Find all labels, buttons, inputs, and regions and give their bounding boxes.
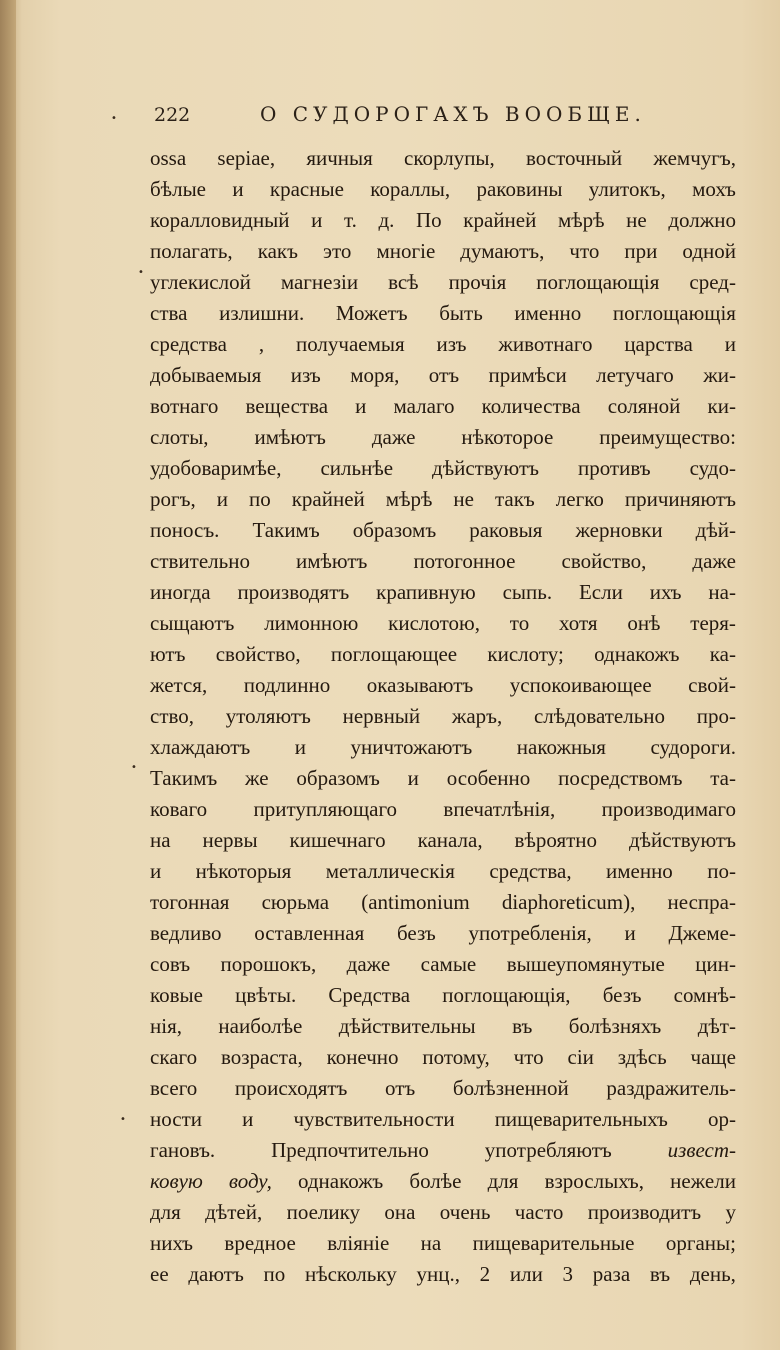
text-line: нія, наиболѣе дѣйствительны въ болѣзняхъ дѣт- [150,1014,736,1038]
text-line: жется, подлинно оказываютъ успокоивающее свой- [150,673,736,697]
text-line: тогонная сюрьма (antimonium diaphoreticum), неспра- [150,890,736,914]
text-line: для дѣтей, поелику она очень часто производитъ у [150,1200,736,1224]
text-line: углекислой магнезіи всѣ прочія поглощающія сред- [150,270,736,294]
text-line: хлаждаютъ и уничтожаютъ накожныя судороги. [150,735,736,759]
text-line: коралловидный и т. д. По крайней мѣрѣ не должно [150,208,736,232]
text-line: на нервы кишечнаго канала, вѣроятно дѣйствуютъ [150,828,736,852]
text-line: ковые цвѣты. Средства поглощающія, безъ сомнѣ- [150,983,736,1007]
margin-dot: • [120,1114,126,1125]
margin-dot: • [111,113,117,124]
text-line: вотнаго вещества и малаго количества соляной ки- [150,394,736,418]
text-line: и нѣкоторыя металлическія средства, именно по- [150,859,736,883]
margin-dot: • [138,267,144,278]
text-line: гановъ. Предпочтительно употребляютъ извест- [150,1138,736,1162]
page-number: 222 [154,104,191,126]
text-line: добываемыя изъ моря, отъ примѣси летучаго жи- [150,363,736,387]
margin-dot: • [131,762,137,773]
text-line: ossa sepiae, яичныя скорлупы, восточный жемчугъ, [150,146,736,170]
text-line: коваго притупляющаго впечатлѣнія, производимаго [150,797,736,821]
text-line: ство, утоляютъ нервный жаръ, слѣдовательно про- [150,704,736,728]
text-line: ности и чувствительности пищеварительныхъ ор- [150,1107,736,1131]
page-header [150,100,740,136]
text-line: сыщаютъ лимонною кислотою, то хотя онѣ теря- [150,611,736,635]
text-line: нихъ вредное вліяніе на пищеварительные органы; [150,1231,736,1255]
body-text [150,143,736,1290]
text-line: ее даютъ по нѣскольку унц., 2 или 3 раза въ день, [150,1262,736,1286]
text-line: ковую воду, однакожъ болѣе для взрослыхъ, нежели [150,1169,736,1193]
text-line: поносъ. Такимъ образомъ раковыя жерновки дѣй- [150,518,736,542]
text-line: Такимъ же образомъ и особенно посредствомъ та- [150,766,736,790]
text-line: ствительно имѣютъ потогонное свойство, даже [150,549,736,573]
text-line: слоты, имѣютъ даже нѣкоторое преимущество: [150,425,736,449]
text-line: средства , получаемыя изъ животнаго царства и [150,332,736,356]
running-head: О СУДОРОГАХЪ ВООБЩЕ. [260,102,646,126]
text-line: скаго возраста, конечно потому, что сіи здѣсь чаще [150,1045,736,1069]
text-line: рогъ, и по крайней мѣрѣ не такъ легко причиняютъ [150,487,736,511]
book-spine [0,0,16,1350]
text-line: всего происходятъ отъ болѣзненной раздражитель- [150,1076,736,1100]
text-line: удобоваримѣе, сильнѣе дѣйствуютъ противъ судо- [150,456,736,480]
text-line: ютъ свойство, поглощающее кислоту; однакожъ ка- [150,642,736,666]
text-line: ведливо оставленная безъ употребленія, и Джеме- [150,921,736,945]
text-line: иногда производятъ крапивную сыпь. Если ихъ на- [150,580,736,604]
text-line: ства излишни. Можетъ быть именно поглощающія [150,301,736,325]
text-line: бѣлые и красные кораллы, раковины улитокъ, мохъ [150,177,736,201]
text-line: полагать, какъ это многіе думаютъ, что при одной [150,239,736,263]
text-line: совъ порошокъ, даже самые вышеупомянутые цин- [150,952,736,976]
